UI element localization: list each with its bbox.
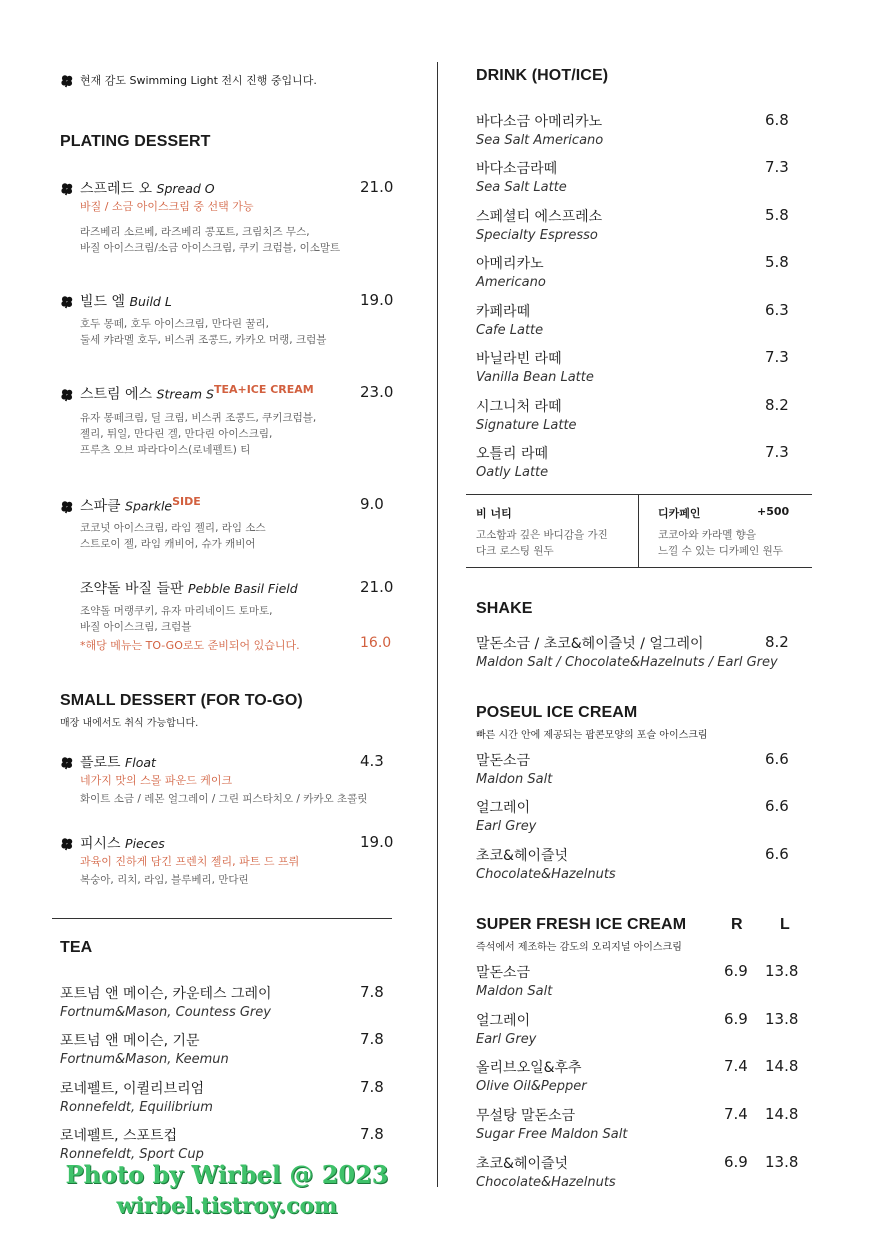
clover-icon [60,837,74,851]
item-name-ko: 바닐라빈 라떼 [476,351,562,367]
item-price: 6.6 [765,750,789,768]
item-price: 6.8 [765,111,789,129]
price-large: 13.8 [765,1153,799,1171]
size-regular-header: R [731,916,743,933]
item-name-ko: 피시스 [80,836,121,852]
item-price: 19.0 [360,833,394,851]
item-name-en: Ronnefeldt, Sport Cup [60,1147,204,1162]
item-price: 8.2 [765,633,789,651]
item-description: 코코넛 아이스크림, 라임 젤리, 라임 소스 스트로이 젤, 라임 캐비어, 슈가 캐비어 [80,522,266,550]
item-name-en: Specialty Espresso [476,228,598,243]
price-large: 14.8 [765,1105,799,1123]
small-dessert-title: SMALL DESSERT (FOR TO-GO) [60,692,303,709]
item-tag: SIDE [172,495,201,508]
item-name-ko: 바다소금라떼 [476,161,558,177]
item-name-en: Sugar Free Maldon Salt [476,1127,628,1142]
item-price: 7.3 [765,348,789,366]
item-tag: TEA+ICE CREAM [213,383,314,396]
item-price: 7.3 [765,158,789,176]
price-large: 13.8 [765,1010,799,1028]
item-name-en: Vanilla Bean Latte [476,370,594,385]
item-description: 라즈베리 소르베, 라즈베리 콩포트, 크림치즈 무스, 바질 아이스크림/소금 아이스크림, 쿠키 크럼블, 이소말트 [80,226,341,254]
item-name-en: Maldon Salt [476,984,553,999]
item-name-ko: 초코&헤이즐넛 [476,848,569,864]
item-name-ko: 오틀리 라떼 [476,446,549,462]
item-name-en: Fortnum&Mason, Keemun [60,1052,229,1067]
item-name-ko: 포트넘 앤 메이슨, 기문 [60,1033,200,1049]
togo-note: *해당 메뉴는 TO-GO로도 준비되어 있습니다. [80,639,300,652]
item-name-en: Cafe Latte [476,323,544,338]
poseul-subtitle: 빠른 시간 안에 제공되는 팝콘모양의 포슬 아이스크림 [476,730,708,741]
bean-nutty-desc: 고소함과 깊은 바디감을 가진 다크 로스팅 원두 [476,529,608,557]
item-name-ko: 올리브오일&후추 [476,1060,582,1076]
clover-icon [60,500,74,514]
box-bottom-border [466,567,812,568]
item-name-ko: 스페셜티 에스프레소 [476,209,603,225]
decaf-price: +500 [757,505,790,518]
item-price: 6.3 [765,301,789,319]
tea-title: TEA [60,939,93,956]
item-name-ko: 무설탕 말돈소금 [476,1108,576,1124]
item-name-en: Maldon Salt [476,772,553,787]
item-option: 바질 / 소금 아이스크림 중 선택 가능 [80,200,254,213]
item-name-ko: 로네펠트, 이퀼리브리엄 [60,1081,205,1097]
item-price: 7.3 [765,443,789,461]
box-top-border [466,494,812,495]
item-option: 과육이 진하게 담긴 프렌치 젤리, 파트 드 프뤼 [80,855,300,868]
poseul-title: POSEUL ICE CREAM [476,704,638,721]
item-name-ko: 플로트 [80,755,121,771]
item-name-en: Pebble Basil Field [188,581,298,596]
item-name-ko: 조약돌 바질 들판 [80,581,184,597]
item-price: 9.0 [360,495,384,513]
item-name-en: Sea Salt Latte [476,180,567,195]
item-name-ko: 스트림 에스 [80,386,153,403]
clover-icon [60,756,74,770]
item-name-ko: 로네펠트, 스포트컵 [60,1128,178,1144]
clover-icon [60,182,74,196]
item-name-en: Maldon Salt / Chocolate&Hazelnuts / Earl Grey [476,655,778,670]
small-dessert-subtitle: 매장 내에서도 취식 가능합니다. [60,718,199,729]
drink-title: DRINK (HOT/ICE) [476,67,609,84]
item-name-en: Float [125,755,156,770]
togo-price: 16.0 [360,635,392,651]
item-price: 19.0 [360,291,394,309]
item-description: 조약돌 머랭쿠키, 유자 마리네이드 토마토, 바질 아이스크림, 크럼블 [80,605,273,633]
item-name-ko: 포트넘 앤 메이슨, 카운테스 그레이 [60,986,272,1002]
item-name-en: Americano [476,275,546,290]
item-price: 23.0 [360,383,394,401]
item-name-en: Fortnum&Mason, Countess Grey [60,1005,271,1020]
item-price: 7.8 [360,1078,384,1096]
item-price: 4.3 [360,752,384,770]
item-price: 8.2 [765,396,789,414]
item-name-ko: 바다소금 아메리카노 [476,114,603,130]
size-large-header: L [780,916,790,933]
item-price: 7.8 [360,1125,384,1143]
price-large: 13.8 [765,962,799,980]
section-divider [52,918,392,919]
watermark-line2: wirbel.tistroy.com [116,1193,338,1219]
item-name-ko: 얼그레이 [476,800,531,816]
item-price: 6.6 [765,845,789,863]
item-name-ko: 빌드 엘 [80,294,126,310]
clover-icon [60,295,74,309]
decaf-title: 디카페인 [658,507,701,520]
item-name-en: Sparkle [125,498,173,514]
superfresh-subtitle: 즉석에서 제조하는 감도의 오리지널 아이스크림 [476,942,682,953]
notice-text: 현재 감도 Swimming Light 전시 진행 중입니다. [80,74,317,87]
item-price: 7.8 [360,1030,384,1048]
shake-title: SHAKE [476,600,533,617]
item-option: 네가지 맛의 스몰 파운드 케이크 [80,774,233,787]
item-name-ko: 스프레드 오 [80,181,153,197]
item-name-ko: 카페라떼 [476,304,531,320]
item-name-ko: 말돈소금 [476,753,531,769]
item-name-ko: 시그니처 라떼 [476,399,562,415]
item-price: 21.0 [360,578,394,596]
item-price: 6.6 [765,797,789,815]
item-name-en: Oatly Latte [476,465,549,480]
item-description: 화이트 소금 / 레몬 얼그레이 / 그린 피스타치오 / 카카오 초콜릿 [80,793,368,805]
bean-nutty-title: 비 너티 [476,507,512,520]
exhibition-notice [60,72,317,88]
item-name-en: Chocolate&Hazelnuts [476,1175,616,1190]
item-name-ko: 스파클 [80,498,121,515]
price-regular: 7.4 [724,1057,748,1075]
item-description: 복숭아, 리치, 라임, 블루베리, 만다린 [80,874,249,886]
item-name-en: Pieces [125,836,165,851]
item-name-en: Stream S [156,386,214,402]
item-name-en: Spread O [156,181,215,196]
item-name-en: Earl Grey [476,1032,537,1047]
item-name-en: Chocolate&Hazelnuts [476,867,616,882]
price-large: 14.8 [765,1057,799,1075]
item-name-ko: 아메리카노 [476,256,544,272]
price-regular: 6.9 [724,1010,748,1028]
item-name-ko: 초코&헤이즐넛 [476,1156,569,1172]
item-name-ko: 말돈소금 / 초코&헤이즐넛 / 얼그레이 [476,636,704,652]
item-name-en: Build L [129,294,172,309]
watermark-line1: Photo by Wirbel @ 2023 [65,1160,389,1189]
price-regular: 6.9 [724,1153,748,1171]
item-price: 5.8 [765,206,789,224]
item-price: 5.8 [765,253,789,271]
clover-icon [60,388,74,402]
decaf-desc: 코코아와 카라멜 향을 느낄 수 있는 디카페인 원두 [658,529,783,557]
item-name-en: Ronnefeldt, Equilibrium [60,1100,213,1115]
price-regular: 6.9 [724,962,748,980]
item-price: 21.0 [360,178,394,196]
item-name-ko: 얼그레이 [476,1013,531,1029]
item-name-en: Signature Latte [476,418,577,433]
item-name-ko: 말돈소금 [476,965,531,981]
column-divider [437,62,438,1187]
item-description: 유자 몽떼크림, 딜 크림, 비스퀴 조콩드, 쿠키크럼블, 젤리, 튀일, 만다린 겔, 만다린 아이스크림, 프루츠 오브 파라다이스(로네펠트) 티 [80,412,317,456]
box-middle-border [638,494,639,567]
item-price: 7.8 [360,983,384,1001]
item-description: 호두 몽떼, 호두 아이스크림, 만다린 꿀리, 둘세 캬라멜 호두, 비스퀴 조콩드, 카카오 머랭, 크럼블 [80,318,327,346]
plating-dessert-title: PLATING DESSERT [60,133,211,150]
item-name-en: Olive Oil&Pepper [476,1079,587,1094]
superfresh-title: SUPER FRESH ICE CREAM [476,916,687,933]
price-regular: 7.4 [724,1105,748,1123]
item-name-en: Sea Salt Americano [476,133,604,148]
clover-icon [60,74,74,88]
item-name-en: Earl Grey [476,819,537,834]
